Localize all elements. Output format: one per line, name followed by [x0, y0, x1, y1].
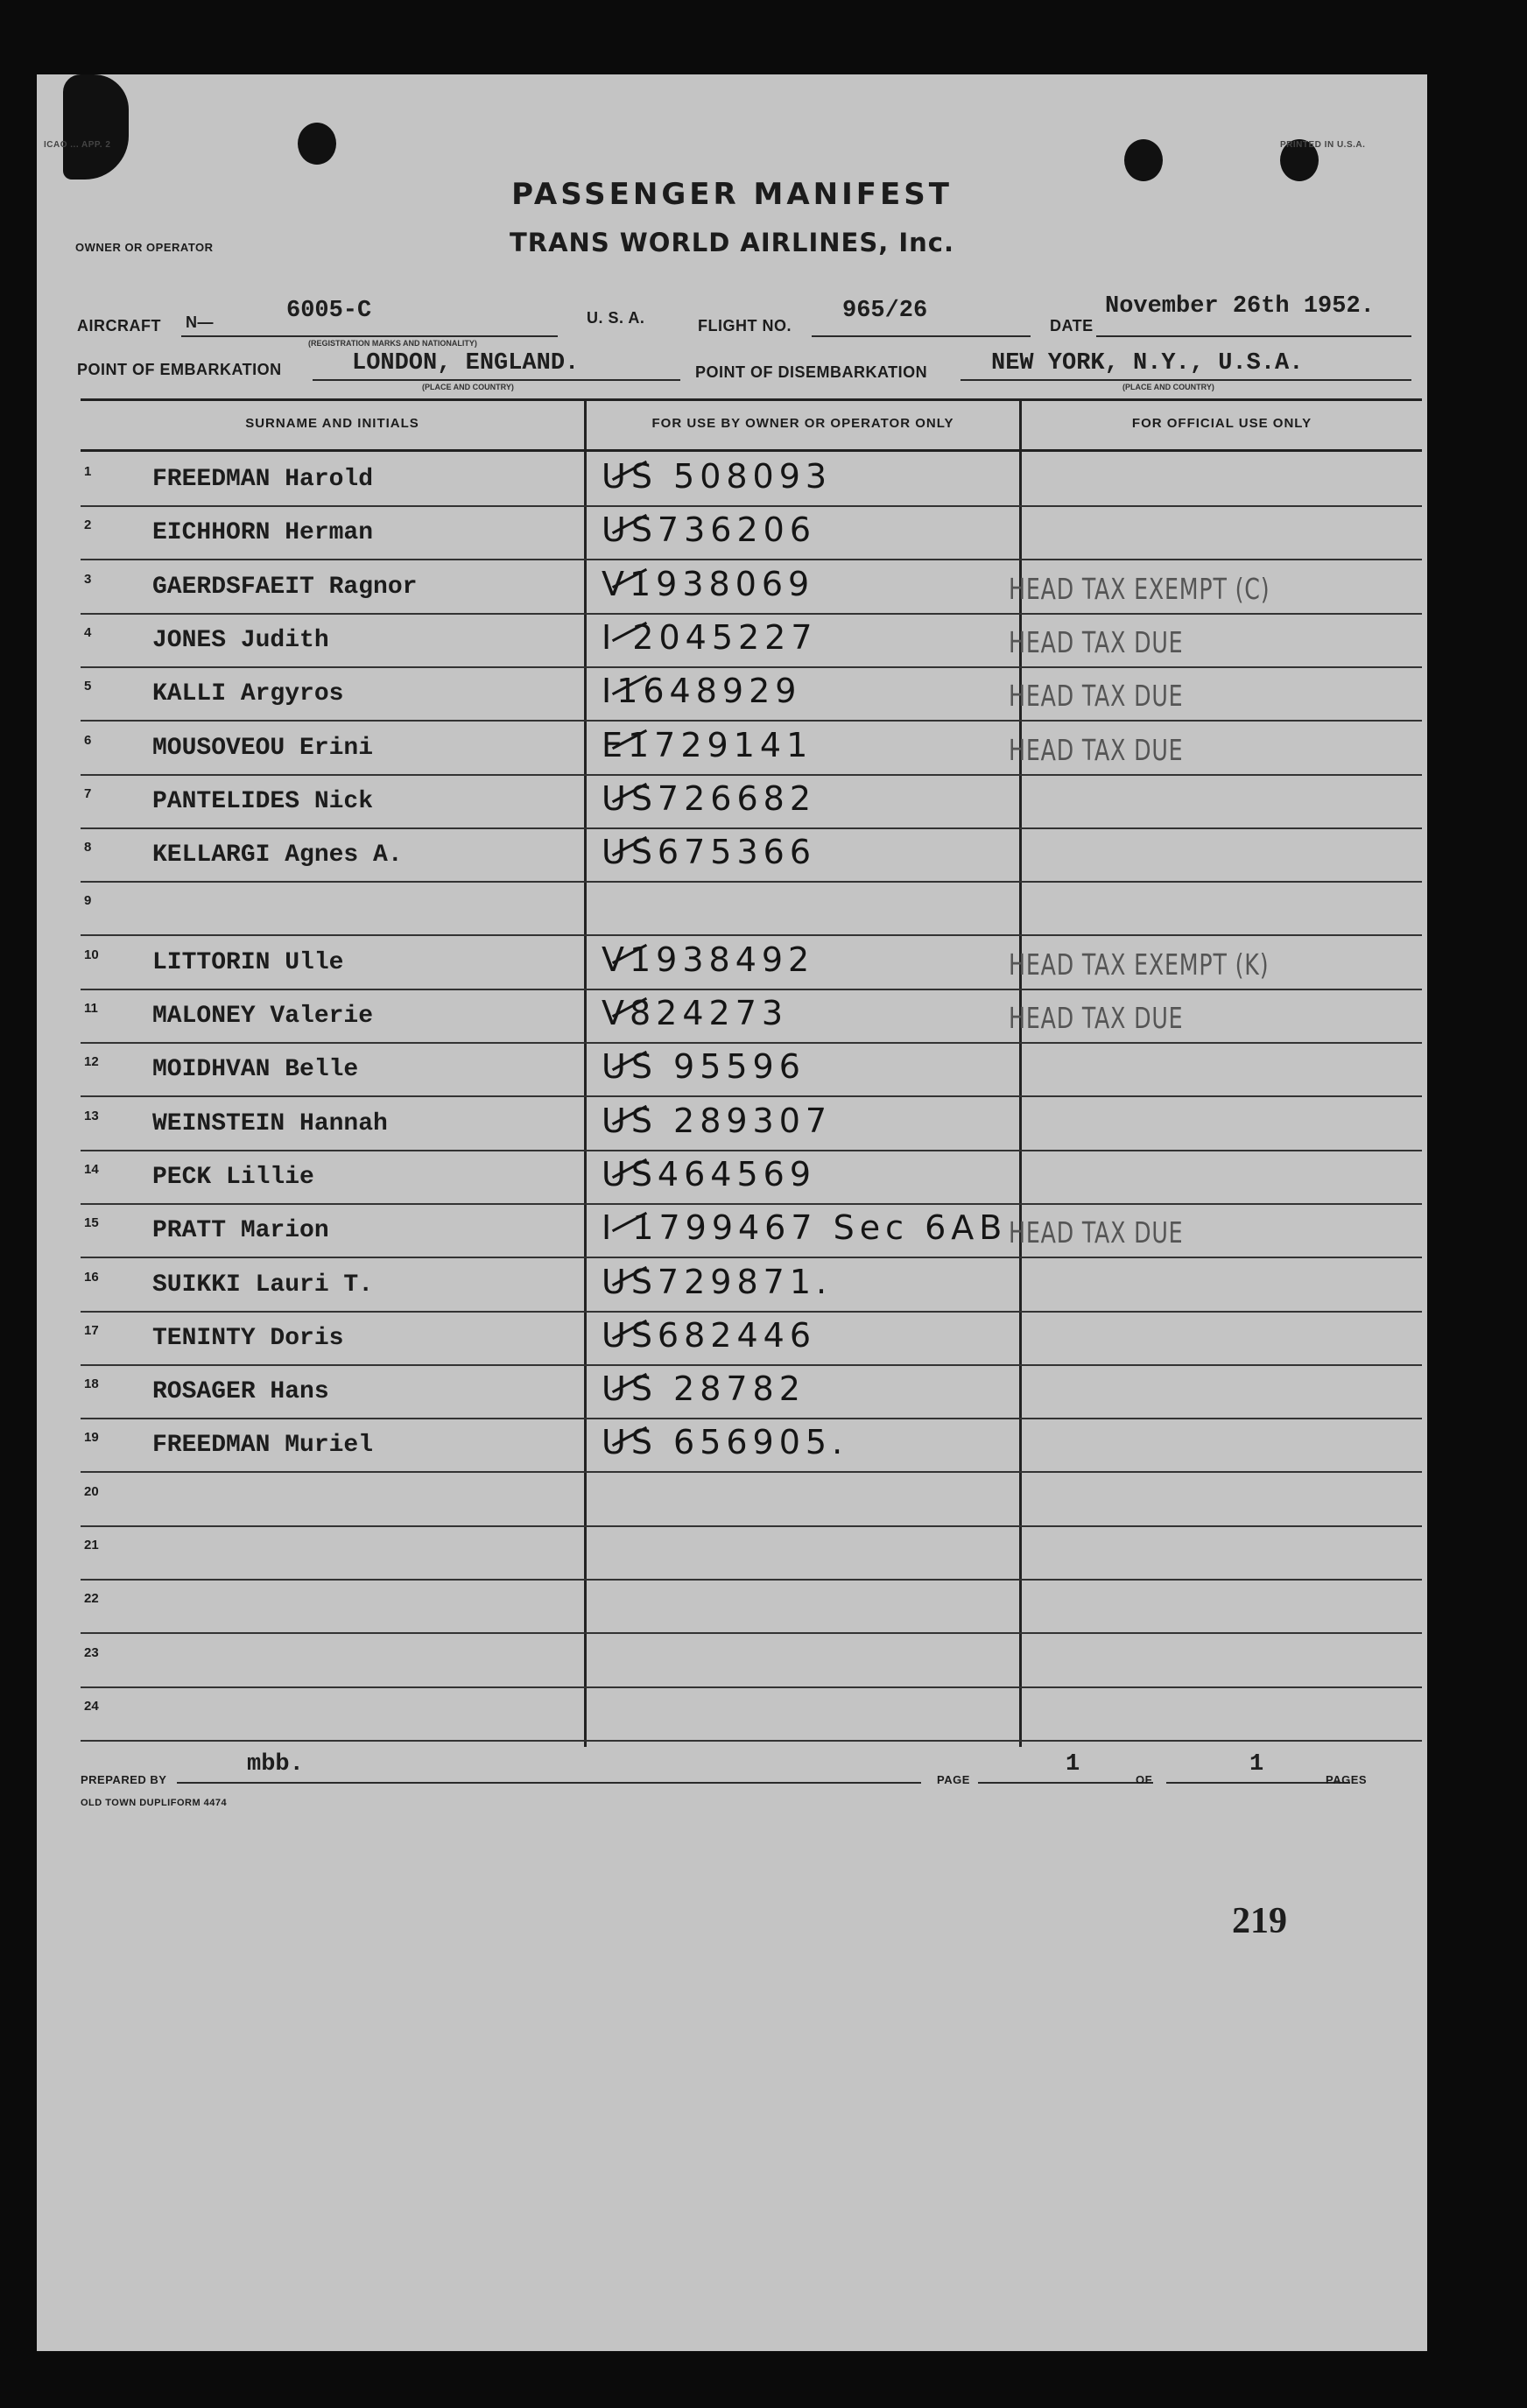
embarkation-caption: (PLACE AND COUNTRY)	[422, 383, 514, 391]
airline-name: TRANS WORLD AIRLINES, Inc.	[510, 228, 954, 257]
passenger-name: EICHHORN Herman	[152, 519, 374, 547]
disembarkation-underline	[961, 379, 1411, 381]
passenger-name: WEINSTEIN Hannah	[152, 1109, 388, 1137]
header-surname: SURNAME AND INITIALS	[245, 416, 419, 431]
form-name: OLD TOWN DUPLIFORM 4474	[81, 1798, 228, 1808]
passport-number: US 656905.	[602, 1423, 848, 1462]
passenger-name: ROSAGER Hans	[152, 1378, 329, 1406]
table-row	[81, 1364, 1422, 1419]
passenger-name: LITTORIN Ulle	[152, 948, 344, 976]
row-number: 19	[84, 1430, 99, 1446]
row-number: 20	[84, 1483, 99, 1499]
table-row	[81, 505, 1422, 560]
official-stamp: HEAD TAX DUE	[1009, 1001, 1184, 1035]
row-number: 5	[84, 679, 92, 694]
row-number: 15	[84, 1215, 99, 1231]
date-value: November 26th 1952.	[1105, 293, 1375, 320]
passenger-name: TENINTY Doris	[152, 1324, 344, 1352]
passenger-name: KALLI Argyros	[152, 680, 344, 708]
row-number: 16	[84, 1269, 99, 1285]
passenger-name: GAERDSFAEIT Ragnor	[152, 573, 418, 601]
row-number: 3	[84, 571, 92, 587]
stamp-number: 219	[1232, 1901, 1287, 1941]
registration-caption: (REGISTRATION MARKS AND NATIONALITY)	[308, 339, 477, 348]
table-row	[81, 721, 1422, 776]
manifest-sheet	[37, 74, 1427, 2351]
table-row	[81, 1686, 1422, 1742]
official-stamp: HEAD TAX EXEMPT (K)	[1009, 947, 1270, 982]
embarkation-underline	[313, 379, 680, 381]
row-number: 21	[84, 1538, 99, 1553]
table-row	[81, 774, 1422, 829]
row-number: 13	[84, 1108, 99, 1123]
passport-number: E1729141	[602, 725, 813, 764]
row-number: 14	[84, 1161, 99, 1177]
row-number: 11	[84, 1001, 98, 1016]
passenger-name: FREEDMAN Harold	[152, 466, 374, 493]
row-number: 7	[84, 785, 92, 801]
aircraft-underline	[181, 335, 558, 337]
aircraft-label: AIRCRAFT	[77, 317, 161, 334]
punch-hole	[1124, 139, 1163, 181]
aircraft-value: 6005-C	[286, 298, 372, 324]
embarkation-label: POINT OF EMBARKATION	[77, 361, 282, 378]
passenger-name: JONES Judith	[152, 626, 329, 654]
flight-underline	[812, 335, 1031, 337]
table-row	[81, 1525, 1422, 1581]
printed-in: PRINTED IN U.S.A.	[1280, 140, 1366, 150]
prepared-value: mbb.	[247, 1751, 304, 1778]
header-owner-use: FOR USE BY OWNER OR OPERATOR ONLY	[651, 416, 954, 431]
row-number: 4	[84, 624, 92, 640]
passenger-name: PECK Lillie	[152, 1163, 314, 1191]
owner-label: OWNER OR OPERATOR	[75, 241, 214, 254]
passport-number: US729871.	[602, 1262, 833, 1301]
passport-number: I 1799467 Sec 6AB	[602, 1208, 1008, 1248]
table-row	[81, 1096, 1422, 1151]
official-stamp: HEAD TAX DUE	[1009, 732, 1184, 767]
table-row	[81, 1579, 1422, 1634]
official-stamp: HEAD TAX DUE	[1009, 1215, 1184, 1250]
passport-number: V1938492	[602, 940, 815, 979]
date-label: DATE	[1050, 317, 1094, 334]
passenger-name: MOIDHVAN Belle	[152, 1056, 359, 1084]
table-row	[81, 613, 1422, 668]
nationality: U. S. A.	[587, 309, 645, 327]
table-row	[81, 1311, 1422, 1366]
passport-number: US675366	[602, 833, 816, 872]
row-number: 18	[84, 1377, 99, 1392]
passenger-name: SUIKKI Lauri T.	[152, 1271, 374, 1299]
prepared-label: PREPARED BY	[81, 1773, 167, 1786]
table-row	[81, 989, 1422, 1044]
passenger-name: KELLARGI Agnes A.	[152, 841, 403, 870]
passport-number: US736206	[602, 510, 816, 550]
passport-number: I 2045227	[602, 617, 818, 657]
disembarkation-label: POINT OF DISEMBARKATION	[695, 363, 928, 381]
passenger-name: MALONEY Valerie	[152, 1003, 374, 1030]
table-row	[81, 1203, 1422, 1258]
punch-hole	[298, 123, 336, 165]
table-row	[81, 881, 1422, 936]
table-row	[81, 1472, 1422, 1527]
pages-label: PAGES	[1326, 1773, 1368, 1786]
page-underline	[978, 1782, 1153, 1784]
embarkation-value: LONDON, ENGLAND.	[352, 350, 580, 377]
of-value: 1	[1249, 1751, 1264, 1778]
passport-number: V824273	[602, 994, 789, 1032]
date-underline	[1096, 335, 1411, 337]
row-number: 12	[84, 1054, 99, 1070]
passenger-name: PANTELIDES Nick	[152, 787, 374, 815]
row-number: 2	[84, 518, 92, 533]
table-row	[81, 1633, 1422, 1688]
table-row	[81, 935, 1422, 990]
row-number: 22	[84, 1591, 99, 1607]
official-stamp: HEAD TAX EXEMPT (C)	[1009, 571, 1270, 606]
passport-number: US 95596	[602, 1047, 806, 1087]
table-row	[81, 1257, 1422, 1313]
row-number: 8	[84, 840, 92, 855]
row-number: 1	[84, 464, 92, 479]
table-row	[81, 827, 1422, 883]
passport-number: US 508093	[602, 457, 833, 496]
passport-number: US464569	[602, 1154, 816, 1193]
row-number: 6	[84, 732, 92, 748]
passport-number: US682446	[602, 1315, 816, 1355]
official-stamp: HEAD TAX DUE	[1009, 679, 1184, 714]
passenger-name: PRATT Marion	[152, 1217, 329, 1245]
page-label: PAGE	[937, 1773, 970, 1786]
passport-number: US726682	[602, 778, 816, 818]
passport-number: I1648929	[602, 672, 802, 711]
passenger-name: FREEDMAN Muriel	[152, 1432, 374, 1460]
row-number: 10	[84, 947, 99, 962]
table-row	[81, 560, 1422, 615]
table-row	[81, 1150, 1422, 1205]
passport-number: US 28782	[602, 1369, 806, 1409]
passport-number: V1938069	[602, 564, 815, 603]
table-row	[81, 452, 1422, 507]
prepared-underline	[177, 1782, 921, 1784]
flight-value: 965/26	[842, 298, 928, 324]
of-underline	[1166, 1782, 1350, 1784]
header-official-use: FOR OFFICIAL USE ONLY	[1131, 416, 1312, 431]
disembarkation-value: NEW YORK, N.Y., U.S.A.	[991, 350, 1304, 377]
official-stamp: HEAD TAX DUE	[1009, 624, 1184, 659]
aircraft-prefix: N—	[186, 313, 214, 331]
row-number: 24	[84, 1698, 99, 1714]
page-value: 1	[1066, 1751, 1080, 1778]
table-row	[81, 1418, 1422, 1473]
of-label: OF	[1136, 1773, 1153, 1786]
page-title: PASSENGER MANIFEST	[511, 177, 953, 212]
disembarkation-caption: (PLACE AND COUNTRY)	[1122, 383, 1214, 391]
form-code: ICAO ... APP. 2	[44, 140, 111, 150]
table-row	[81, 666, 1422, 722]
torn-corner	[63, 74, 129, 180]
passport-number: US 289307	[602, 1101, 833, 1140]
row-number: 9	[84, 893, 92, 909]
row-number: 23	[84, 1644, 99, 1660]
passenger-name: MOUSOVEOU Erini	[152, 734, 374, 762]
flight-label: FLIGHT NO.	[698, 317, 792, 334]
row-number: 17	[84, 1322, 99, 1338]
table-row	[81, 1042, 1422, 1097]
